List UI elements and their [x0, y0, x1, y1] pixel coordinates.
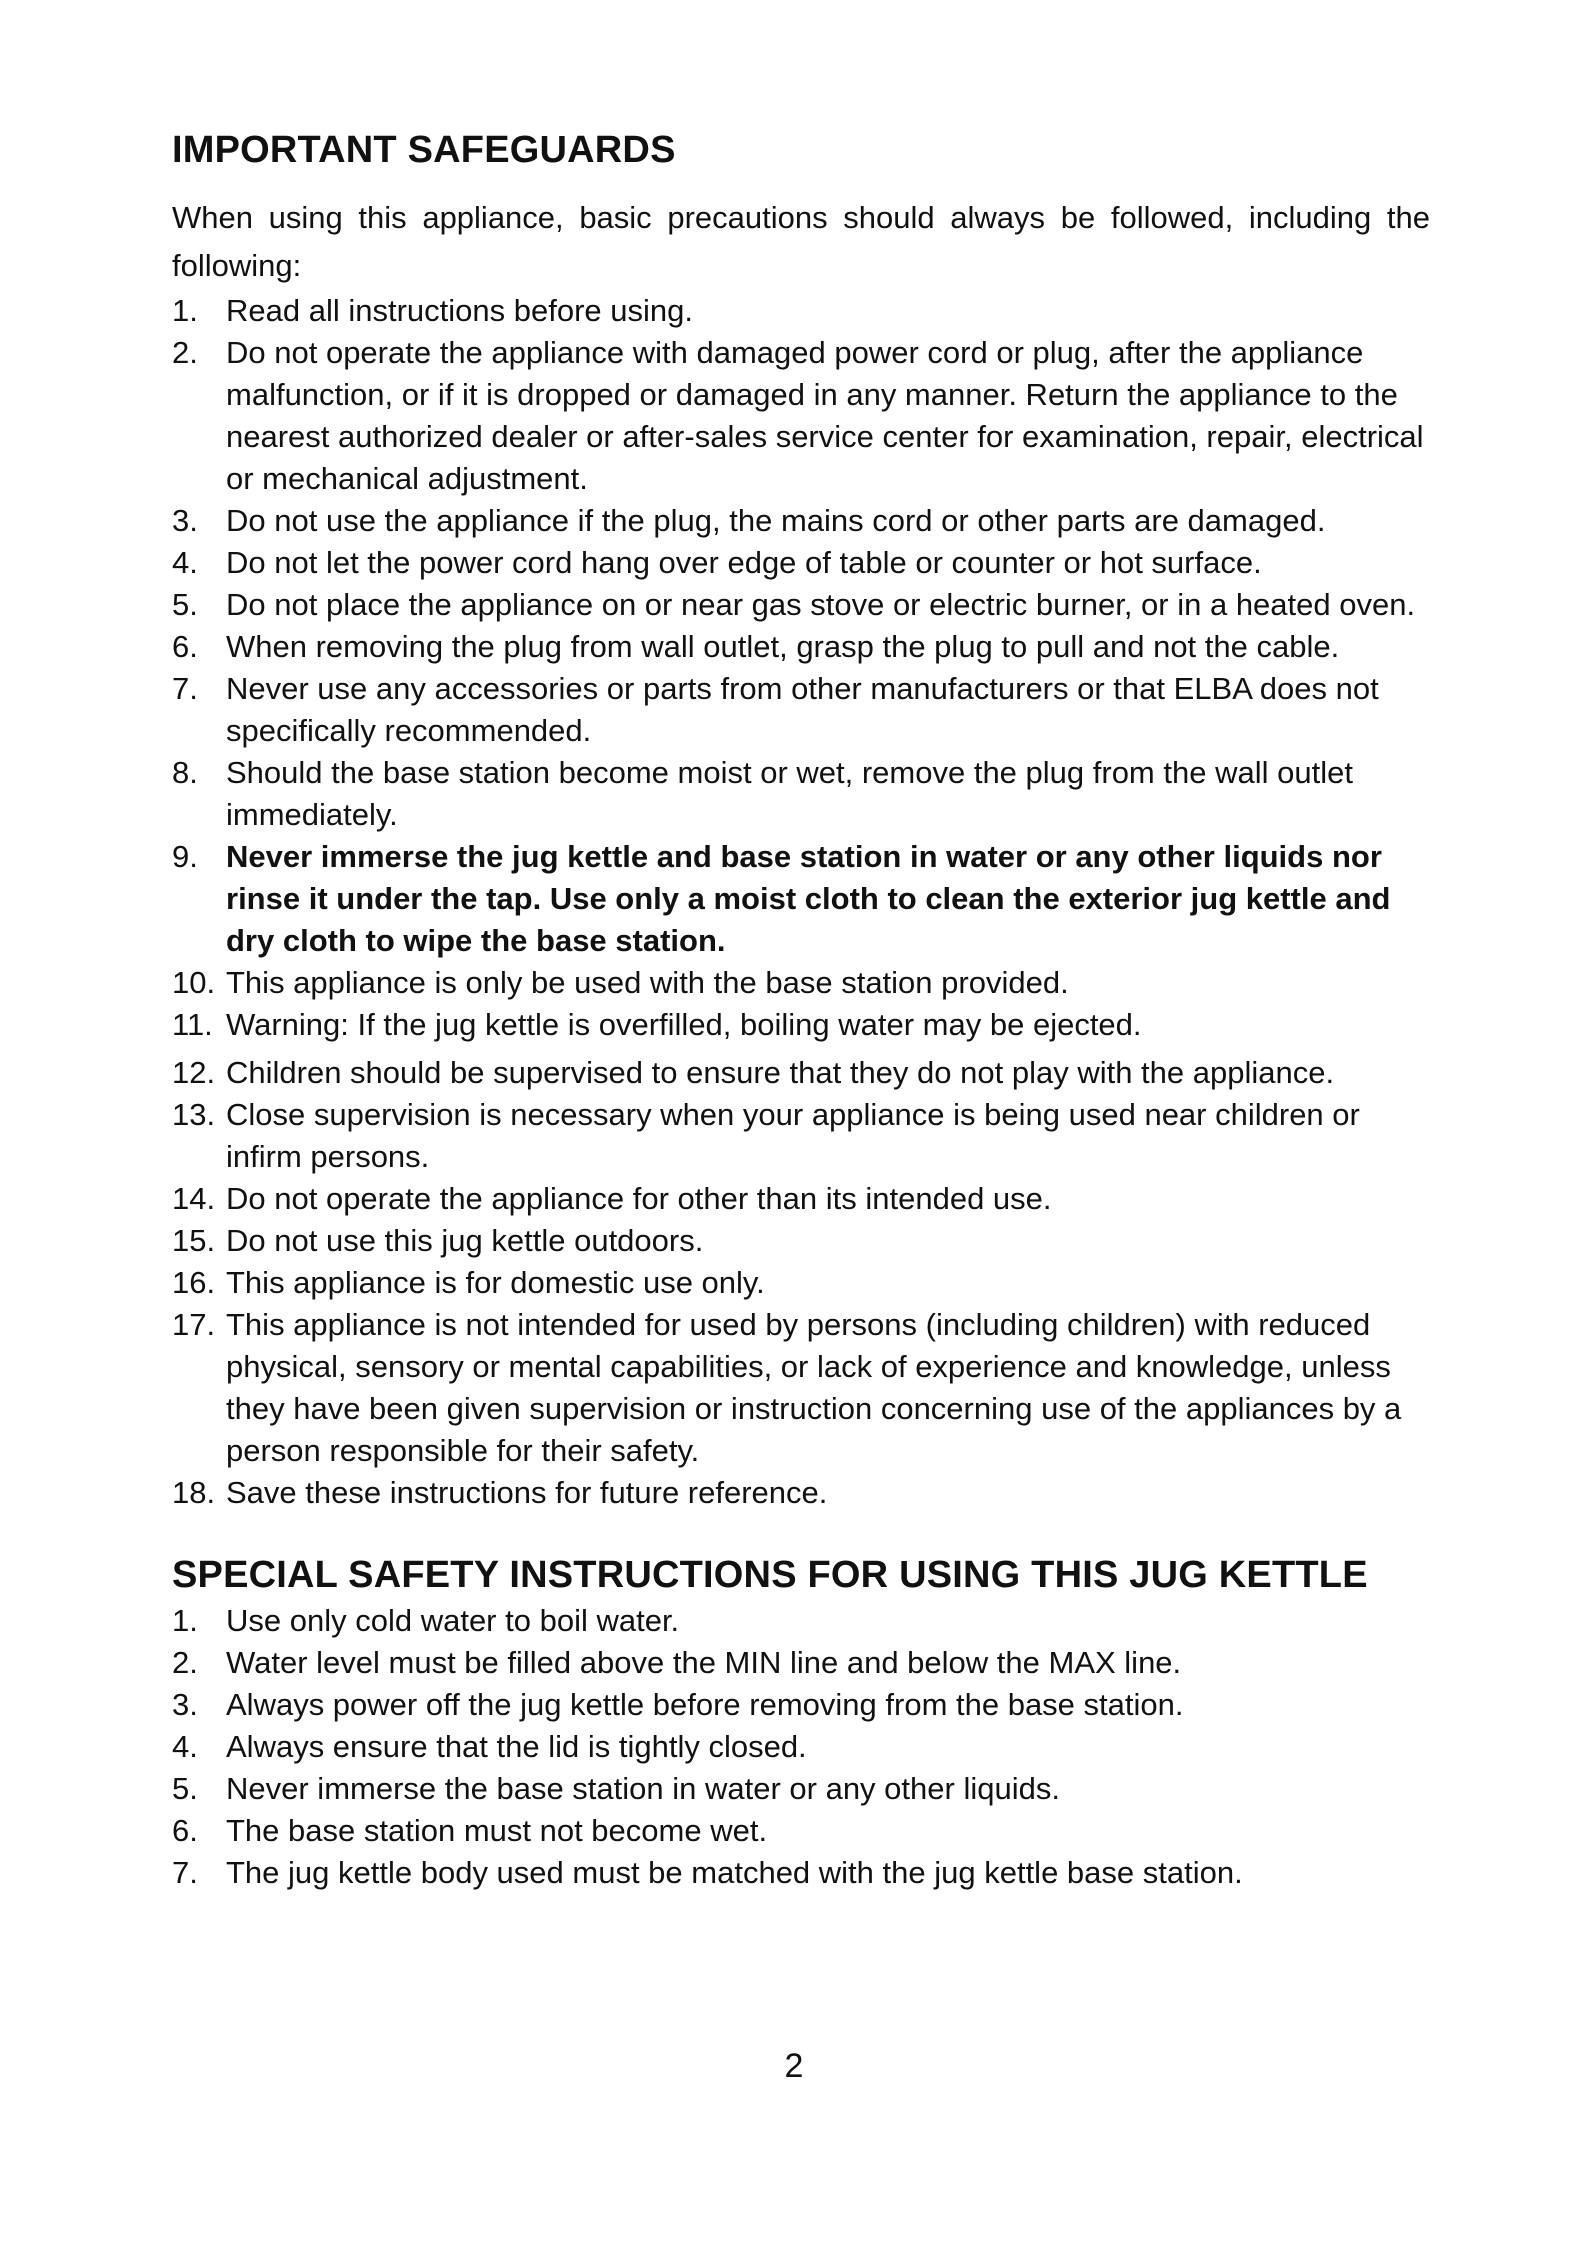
item-text: Water level must be filled above the MIN line and below the MAX line.: [226, 1645, 1182, 1680]
item-number: 6.: [172, 1813, 198, 1848]
safeguards-list: [172, 290, 1432, 1514]
list-item-warning: [172, 836, 1432, 962]
item-text: Do not use this jug kettle outdoors.: [226, 1223, 704, 1258]
item-number: 17.: [172, 1307, 216, 1342]
item-number: 15.: [172, 1223, 216, 1258]
item-number: 4.: [172, 545, 198, 580]
item-number: 4.: [172, 1729, 198, 1764]
item-text: Always ensure that the lid is tightly closed.: [226, 1729, 807, 1764]
list-item: [172, 626, 1432, 668]
item-number: 1.: [172, 293, 198, 328]
list-item: [172, 1178, 1432, 1220]
special-instructions-list: [172, 1600, 1432, 1894]
list-item: [172, 1600, 1432, 1642]
item-number: 7.: [172, 671, 198, 706]
safeguards-intro: When using this appliance, basic precautions should always be followed, including the following:: [172, 200, 1430, 283]
item-number: 3.: [172, 503, 198, 538]
item-text: When removing the plug from wall outlet, grasp the plug to pull and not the cable.: [226, 629, 1340, 664]
page-number: 2: [784, 2047, 804, 2085]
safeguards-heading: IMPORTANT SAFEGUARDS: [172, 129, 676, 171]
list-item: [172, 332, 1432, 500]
item-text: Never use any accessories or parts from other manufacturers or that ELBA does not specifically recommended.: [226, 671, 1379, 748]
list-item: [172, 1094, 1432, 1178]
list-item: [172, 1768, 1432, 1810]
item-text: This appliance is for domestic use only.: [226, 1265, 765, 1300]
item-text: The jug kettle body used must be matched with the jug kettle base station.: [226, 1855, 1243, 1890]
page-content: [172, 128, 1432, 1894]
item-text: The base station must not become wet.: [226, 1813, 768, 1848]
list-item: [172, 1726, 1432, 1768]
item-text: Read all instructions before using.: [226, 293, 693, 328]
item-number: 13.: [172, 1097, 216, 1132]
item-number: 9.: [172, 839, 198, 874]
item-text: This appliance is only be used with the base station provided.: [226, 965, 1069, 1000]
list-item: [172, 962, 1432, 1004]
item-text: Do not place the appliance on or near gas stove or electric burner, or in a heated oven.: [226, 587, 1416, 622]
item-number: 8.: [172, 755, 198, 790]
item-text: Should the base station become moist or wet, remove the plug from the wall outlet immediately.: [226, 755, 1353, 832]
item-number: 16.: [172, 1265, 216, 1300]
list-item: [172, 668, 1432, 752]
special-instructions-heading: SPECIAL SAFETY INSTRUCTIONS FOR USING THIS JUG KETTLE: [172, 1554, 1368, 1596]
item-number: 5.: [172, 1771, 198, 1806]
item-text: Never immerse the jug kettle and base station in water or any other liquids nor rinse it under the tap. Use only a moist cloth to clean the exterior jug kettle and dry cloth to wipe the base station.: [226, 839, 1391, 958]
item-text: Never immerse the base station in water or any other liquids.: [226, 1771, 1060, 1806]
item-text: Do not let the power cord hang over edge of table or counter or hot surface.: [226, 545, 1262, 580]
item-number: 1.: [172, 1603, 198, 1638]
list-item: [172, 1262, 1432, 1304]
item-text: Save these instructions for future reference.: [226, 1475, 828, 1510]
item-text: Always power off the jug kettle before removing from the base station.: [226, 1687, 1184, 1722]
item-text: Do not use the appliance if the plug, the mains cord or other parts are damaged.: [226, 503, 1326, 538]
item-text: Do not operate the appliance with damaged power cord or plug, after the appliance malfunction, or if it is dropped or damaged in any manner. Return the appliance to the nearest authorized dealer or after-sales service center for examination, repair, electrical or mechanical adjustment.: [226, 335, 1424, 496]
list-item: [172, 1642, 1432, 1684]
list-item: [172, 1852, 1432, 1894]
item-text: Warning: If the jug kettle is overfilled, boiling water may be ejected.: [226, 1007, 1142, 1042]
item-number: 7.: [172, 1855, 198, 1890]
item-number: 5.: [172, 587, 198, 622]
item-number: 18.: [172, 1475, 216, 1510]
item-number: 12.: [172, 1055, 216, 1090]
list-item: [172, 752, 1432, 836]
item-number: 2.: [172, 1645, 198, 1680]
item-number: 6.: [172, 629, 198, 664]
item-number: 11.: [172, 1007, 213, 1042]
list-item: [172, 500, 1432, 542]
item-text: This appliance is not intended for used by persons (including children) with reduced physical, sensory or mental capabilities, or lack of experience and knowledge, unless they have been given supervision or instruction concerning use of the appliances by a person responsible for their safety.: [226, 1307, 1402, 1468]
item-number: 3.: [172, 1687, 198, 1722]
item-text: Children should be supervised to ensure that they do not play with the appliance.: [226, 1055, 1335, 1090]
list-item: [172, 1304, 1432, 1472]
item-number: 2.: [172, 335, 198, 370]
list-item: [172, 1810, 1432, 1852]
list-item: [172, 1220, 1432, 1262]
list-item: [172, 584, 1432, 626]
item-text: Use only cold water to boil water.: [226, 1603, 680, 1638]
list-item: [172, 542, 1432, 584]
item-text: Do not operate the appliance for other than its intended use.: [226, 1181, 1052, 1216]
item-text: Close supervision is necessary when your appliance is being used near children or infirm persons.: [226, 1097, 1360, 1174]
list-item: [172, 290, 1432, 332]
list-item: [172, 1472, 1432, 1514]
list-item: [172, 1684, 1432, 1726]
item-number: 14.: [172, 1181, 216, 1216]
list-item: [172, 1052, 1432, 1094]
list-item: [172, 1004, 1432, 1046]
item-number: 10.: [172, 965, 216, 1000]
